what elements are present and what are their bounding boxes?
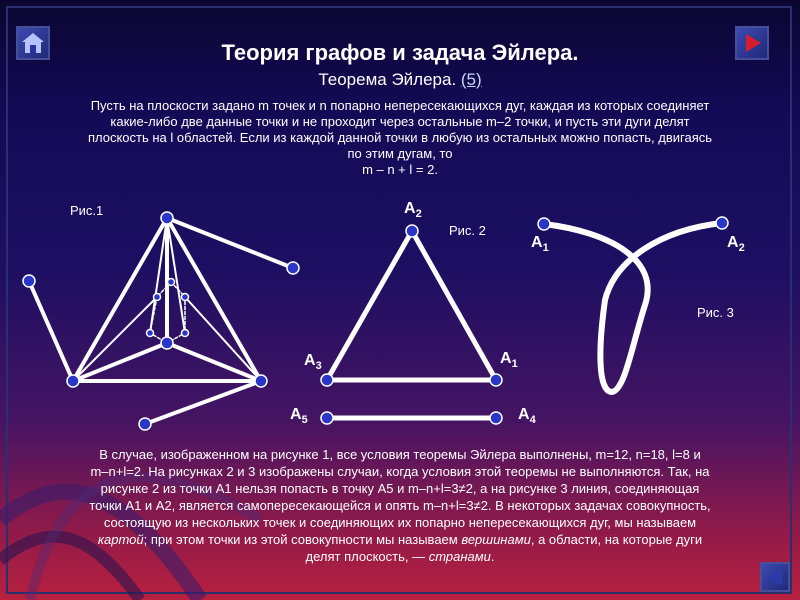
theorem-line: какие-либо две данные точки и не проходит через остальные m–2 точки, и пусть эти дуги делят [110, 114, 690, 129]
explanation-line: рисунке 2 из точки A1 нельзя попасть в точку A5 и m–n+l=3≠2, а на рисунке 3 линия, соединяющая [100, 481, 700, 496]
figure-1-label: Рис.1 [70, 203, 104, 218]
figure-2-label: Рис. 2 [449, 223, 486, 238]
vertex-label-a1: $A_1$ [500, 350, 518, 371]
subtitle-link[interactable]: (5) [460, 70, 482, 89]
explanation-line: делят плоскость, — странами. [305, 549, 495, 564]
theorem-formula: m – n + l = 2. [362, 162, 438, 177]
explanation-line: состоящую из нескольких точек и соединяющих их попарно непересекающихся дуг, мы называем [103, 515, 697, 530]
figure-2-nodes [321, 225, 502, 424]
vertex-label-a4: $A_4$ [518, 406, 536, 427]
vertex-label-a5: $A_5$ [290, 406, 308, 427]
explanation-line: В случае, изображенном на рисунке 1, все условия теоремы Эйлера выполнены, m=12, n=18, l=8 и [99, 447, 701, 462]
subtitle-text: Теорема Эйлера. [318, 70, 461, 89]
figure-1-nodes [23, 212, 299, 430]
theorem-line: по этим дугам, то [347, 146, 453, 161]
figure-3-label: Рис. 3 [697, 305, 734, 320]
figure-2-graph [327, 231, 496, 418]
figure-1-graph [29, 218, 293, 424]
page-title: Теория графов и задача Эйлера. [221, 40, 579, 65]
vertex-label-a2: $A_2$ [404, 200, 422, 221]
vertex-label-fig3-a2: $A_2$ [727, 234, 745, 255]
vertex-label-fig3-a1: $A_1$ [531, 234, 549, 255]
explanation-line: m–n+l=2. На рисунках 2 и 3 изображены случаи, когда условия этой теоремы не выполняются. Так, на [90, 464, 710, 479]
vertex-label-a3: $A_3$ [304, 352, 322, 373]
theorem-line: плоскость на l областей. Если из каждой данной точки в любую из остальных можно попасть, двигаясь [87, 130, 713, 145]
theorem-line: Пусть на плоскости задано m точек и n попарно непересекающихся дуг, каждая из которых соединяет [90, 98, 710, 113]
explanation-line: картой; при этом точки из этой совокупности мы называем вершинами, а области, на которые дуги [97, 532, 703, 547]
explanation-text [20, 446, 780, 565]
explanation-line: точки A1 и A2, является самопересекающейся и опять m–n+l=3≠2. В некоторых задачах совокупность, [89, 498, 711, 513]
